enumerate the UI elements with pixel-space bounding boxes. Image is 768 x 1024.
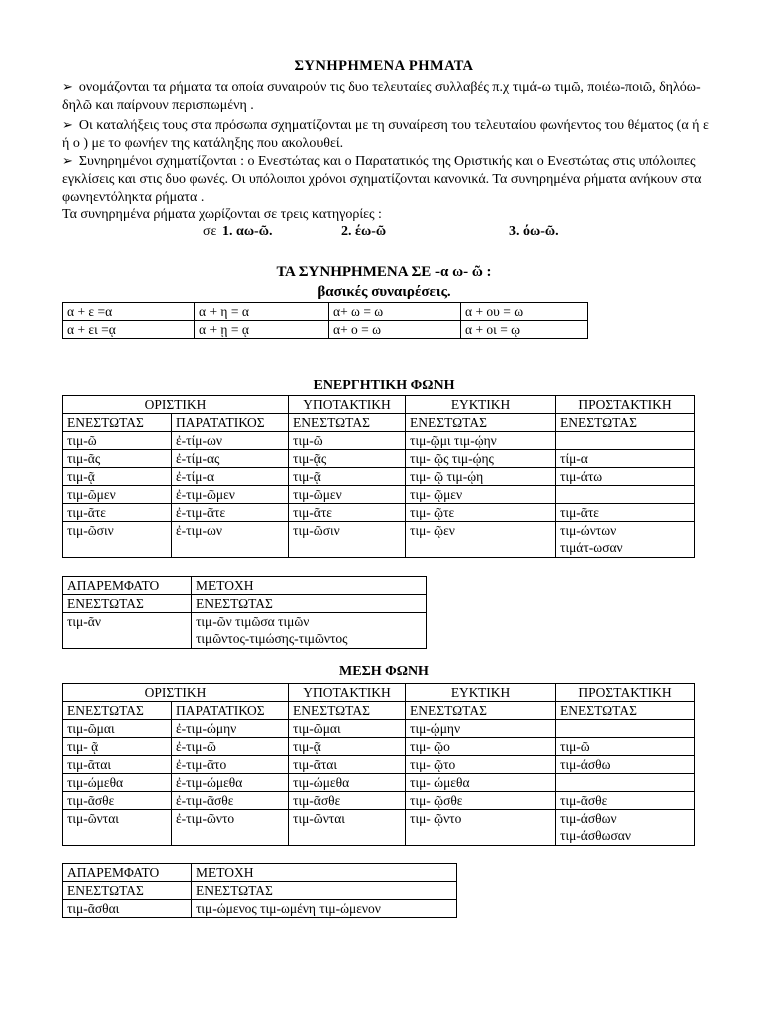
table-cell: τιμ- ῷο xyxy=(406,738,556,756)
table-cell: τιμ-ῶσιν xyxy=(289,522,406,558)
table-row xyxy=(63,792,695,810)
cell-line: τιμῶντος-τιμώσης-τιμῶντος xyxy=(196,631,348,646)
table-cell: τιμ- ῷτε xyxy=(406,504,556,522)
table-row xyxy=(63,468,695,486)
table-cell: ἐ-τίμ-ων xyxy=(172,432,289,450)
tense-header: ΕΝΕΣΤΩΤΑΣ xyxy=(289,702,406,720)
table-cell: τιμ-ᾶτε xyxy=(63,504,172,522)
table-cell: ἐ-τιμ-ᾶσθε xyxy=(172,792,289,810)
intro-paragraph-4: Τα συνηρημένα ρήματα χωρίζονται σε τρεις κατηγορίες : xyxy=(62,207,382,222)
table-cell: τιμ-άσθω xyxy=(556,756,695,774)
table-cell: τιμ-ᾶσθε xyxy=(289,792,406,810)
table-cell: τιμ-ᾷς xyxy=(289,450,406,468)
table-cell: τιμ-ῷμι τιμ-ῴην xyxy=(406,432,556,450)
tense-header: ΕΝΕΣΤΩΤΑΣ xyxy=(289,414,406,432)
contractions-heading: βασικές συναιρέσεις. xyxy=(317,284,451,300)
table-cell: ἐ-τιμ-ῶ xyxy=(172,738,289,756)
table-cell: τιμ-ῶνται xyxy=(63,810,172,846)
table-row xyxy=(63,432,695,450)
active-voice-table xyxy=(62,395,695,558)
table-cell: τιμ-ᾷ xyxy=(289,738,406,756)
tense-header-row xyxy=(63,702,695,720)
table-cell: α + ε =α xyxy=(63,303,195,321)
table-cell: τιμ-ῶμεν xyxy=(63,486,172,504)
mood-header: ΥΠΟΤΑΚΤΙΚΗ xyxy=(289,684,406,702)
table-cell: τιμ- ῷντο xyxy=(406,810,556,846)
table-cell: τιμ- ώμεθα xyxy=(406,774,556,792)
table-cell: τιμ- ῷτο xyxy=(406,756,556,774)
table-row xyxy=(63,522,695,558)
table-cell: τιμ-ῶ xyxy=(289,432,406,450)
table-cell xyxy=(556,810,695,846)
table-cell xyxy=(556,774,695,792)
table-cell: ΑΠΑΡΕΜΦΑΤΟ xyxy=(63,864,192,882)
table-cell: α + ῃ = ᾳ xyxy=(195,321,329,339)
table-cell: τιμ-ῶ xyxy=(556,738,695,756)
table-cell: ἐ-τιμ-ώμην xyxy=(172,720,289,738)
middle-infinitive-table xyxy=(62,863,457,918)
mood-header: ΟΡΙΣΤΙΚΗ xyxy=(63,396,289,414)
table-cell: τιμ- ῷσθε xyxy=(406,792,556,810)
intro-paragraph-1: ➢ ονομάζονται τα ρήματα τα οποία συναιρούν τις δυο τελευταίες συλλαβές π.χ τιμά-ω τιμῶ, ποιέω-ποιῶ, δηλόω-δηλῶ και παίρνουν περισπωμένη . xyxy=(62,78,710,115)
table-row xyxy=(63,504,695,522)
table-cell: α + η = α xyxy=(195,303,329,321)
tense-header-row xyxy=(63,414,695,432)
cell-line: τιμ-ώντων xyxy=(560,523,617,538)
cell-line: τιμ-άσθων xyxy=(560,811,617,826)
table-cell: ἐ-τιμ-ώμεθα xyxy=(172,774,289,792)
table-row xyxy=(63,595,427,613)
table-cell: τιμ-ώμενος τιμ-ωμένη τιμ-ώμενον xyxy=(192,900,457,918)
table-cell xyxy=(556,522,695,558)
table-row xyxy=(63,774,695,792)
category-2: 2. έω-ῶ xyxy=(341,224,387,239)
intro-paragraph-2: ➢ Οι καταλήξεις τους στα πρόσωπα σχηματίζονται με τη συναίρεση του τελευταίου φωνήεντος του θέματος (α ή ε ή ο ) με το φωνήεν της κατάληξης που ακολουθεί. xyxy=(62,116,710,153)
table-cell: ΕΝΕΣΤΩΤΑΣ xyxy=(192,882,457,900)
table-cell: τιμ-ᾶσθε xyxy=(63,792,172,810)
table-row xyxy=(63,486,695,504)
table-cell: τιμ- ῷεν xyxy=(406,522,556,558)
active-voice-heading: ΕΝΕΡΓΗΤΙΚΗ ΦΩΝΗ xyxy=(313,378,455,393)
table-cell: ἐ-τιμ-ᾶτε xyxy=(172,504,289,522)
table-cell: τιμ-ώμεθα xyxy=(63,774,172,792)
table-cell: τιμ-ᾶται xyxy=(289,756,406,774)
table-cell: ἐ-τιμ-ῶντο xyxy=(172,810,289,846)
mood-header-row xyxy=(63,684,695,702)
table-cell xyxy=(556,486,695,504)
alpha-heading: ΤΑ ΣΥΝΗΡΗΜΕΝΑ ΣΕ -α ω- ῶ : xyxy=(276,264,492,280)
table-cell: τιμ-ῶμαι xyxy=(289,720,406,738)
table-row xyxy=(63,321,588,339)
table-row xyxy=(63,810,695,846)
table-cell: ΕΝΕΣΤΩΤΑΣ xyxy=(63,882,192,900)
table-cell: ἐ-τιμ-ων xyxy=(172,522,289,558)
table-row xyxy=(63,738,695,756)
table-cell: τιμ-ᾶσθε xyxy=(556,792,695,810)
categories-line xyxy=(0,224,768,242)
mood-header: ΟΡΙΣΤΙΚΗ xyxy=(63,684,289,702)
table-cell: τιμ-ᾶτε xyxy=(289,504,406,522)
table-cell: τιμ-ῶσιν xyxy=(63,522,172,558)
middle-voice-heading: ΜΕΣΗ ΦΩΝΗ xyxy=(339,664,429,679)
tense-header: ΕΝΕΣΤΩΤΑΣ xyxy=(556,414,695,432)
table-cell: ΕΝΕΣΤΩΤΑΣ xyxy=(63,595,192,613)
table-cell: ΑΠΑΡΕΜΦΑΤΟ xyxy=(63,577,192,595)
table-cell: α + ου = ω xyxy=(461,303,588,321)
table-cell: τιμ-ῶνται xyxy=(289,810,406,846)
table-cell: ΜΕΤΟΧΗ xyxy=(192,864,457,882)
table-cell: τιμ-ᾶται xyxy=(63,756,172,774)
mood-header-row xyxy=(63,396,695,414)
table-row xyxy=(63,882,457,900)
tense-header: ΕΝΕΣΤΩΤΑΣ xyxy=(63,414,172,432)
table-cell: ἐ-τίμ-α xyxy=(172,468,289,486)
table-cell: τιμ-ᾷ xyxy=(289,468,406,486)
table-cell: τιμ-ῶμαι xyxy=(63,720,172,738)
table-row xyxy=(63,864,457,882)
tense-header: ΠΑΡΑΤΑΤΙΚΟΣ xyxy=(172,414,289,432)
tense-header: ΠΑΡΑΤΑΤΙΚΟΣ xyxy=(172,702,289,720)
cell-line: τιμάτ-ωσαν xyxy=(560,540,623,555)
table-row xyxy=(63,450,695,468)
table-row xyxy=(63,613,427,649)
table-cell: ἐ-τίμ-ας xyxy=(172,450,289,468)
table-cell: τιμ- ᾷ xyxy=(63,738,172,756)
page-title: ΣΥΝΗΡΗΜΕΝΑ ΡΗΜΑΤΑ xyxy=(294,58,474,74)
table-cell: τιμ-ώμεθα xyxy=(289,774,406,792)
contractions-table xyxy=(62,302,588,339)
table-row xyxy=(63,303,588,321)
table-cell: α+ ω = ω xyxy=(329,303,461,321)
table-cell: α+ ο = ω xyxy=(329,321,461,339)
table-cell: α + ει =ᾳ xyxy=(63,321,195,339)
table-cell: τιμ-ᾶσθαι xyxy=(63,900,192,918)
table-cell xyxy=(192,613,427,649)
table-cell: τιμ-ᾷ xyxy=(63,468,172,486)
cell-line: τιμ-άσθωσαν xyxy=(560,828,631,843)
table-row xyxy=(63,900,457,918)
table-cell: τιμ-ᾶτε xyxy=(556,504,695,522)
table-cell: τιμ-ῶ xyxy=(63,432,172,450)
tense-header: ΕΝΕΣΤΩΤΑΣ xyxy=(406,702,556,720)
table-cell: τιμ-ῶμεν xyxy=(289,486,406,504)
table-cell: ἐ-τιμ-ᾶτο xyxy=(172,756,289,774)
table-cell: ΜΕΤΟΧΗ xyxy=(192,577,427,595)
category-1: 1. αω-ῶ. xyxy=(222,224,273,239)
cell-line: τιμ-ῶν τιμῶσα τιμῶν xyxy=(196,614,310,629)
table-cell: τιμ-άτω xyxy=(556,468,695,486)
table-cell: τιμ-ᾶς xyxy=(63,450,172,468)
table-row xyxy=(63,720,695,738)
table-cell xyxy=(556,720,695,738)
table-row xyxy=(63,756,695,774)
table-cell: τιμ-ᾶν xyxy=(63,613,192,649)
table-row xyxy=(63,577,427,595)
table-cell: τιμ-ῴμην xyxy=(406,720,556,738)
table-cell: τιμ- ῷ τιμ-ῴη xyxy=(406,468,556,486)
table-cell: ἐ-τιμ-ῶμεν xyxy=(172,486,289,504)
table-cell: α + οι = ῳ xyxy=(461,321,588,339)
table-cell: ΕΝΕΣΤΩΤΑΣ xyxy=(192,595,427,613)
table-cell xyxy=(556,432,695,450)
table-cell: τιμ- ῷμεν xyxy=(406,486,556,504)
tense-header: ΕΝΕΣΤΩΤΑΣ xyxy=(63,702,172,720)
category-3: 3. όω-ῶ. xyxy=(509,224,559,239)
mood-header: ΠΡΟΣΤΑΚΤΙΚΗ xyxy=(556,684,695,702)
intro-paragraph-3: ➢ Συνηρημένοι σχηματίζονται : ο Ενεστώτας και ο Παρατατικός της Οριστικής και ο Ενεστώτας στις υπόλοιπες εγκλίσεις και στις δυο φωνές. Οι υπόλοιποι χρόνοι σχηματίζονται κανονικά. Τα συνηρημένα ρήματα ανήκουν στα φωνηεντόληκτα ρήματα . xyxy=(62,152,710,207)
mood-header: ΕΥΚΤΙΚΗ xyxy=(406,684,556,702)
middle-voice-table xyxy=(62,683,695,846)
mood-header: ΥΠΟΤΑΚΤΙΚΗ xyxy=(289,396,406,414)
table-cell: τιμ- ῷς τιμ-ῴης xyxy=(406,450,556,468)
active-infinitive-table xyxy=(62,576,427,649)
table-cell: τίμ-α xyxy=(556,450,695,468)
tense-header: ΕΝΕΣΤΩΤΑΣ xyxy=(406,414,556,432)
categories-prefix: σε xyxy=(203,224,217,239)
mood-header: ΠΡΟΣΤΑΚΤΙΚΗ xyxy=(556,396,695,414)
tense-header: ΕΝΕΣΤΩΤΑΣ xyxy=(556,702,695,720)
mood-header: ΕΥΚΤΙΚΗ xyxy=(406,396,556,414)
